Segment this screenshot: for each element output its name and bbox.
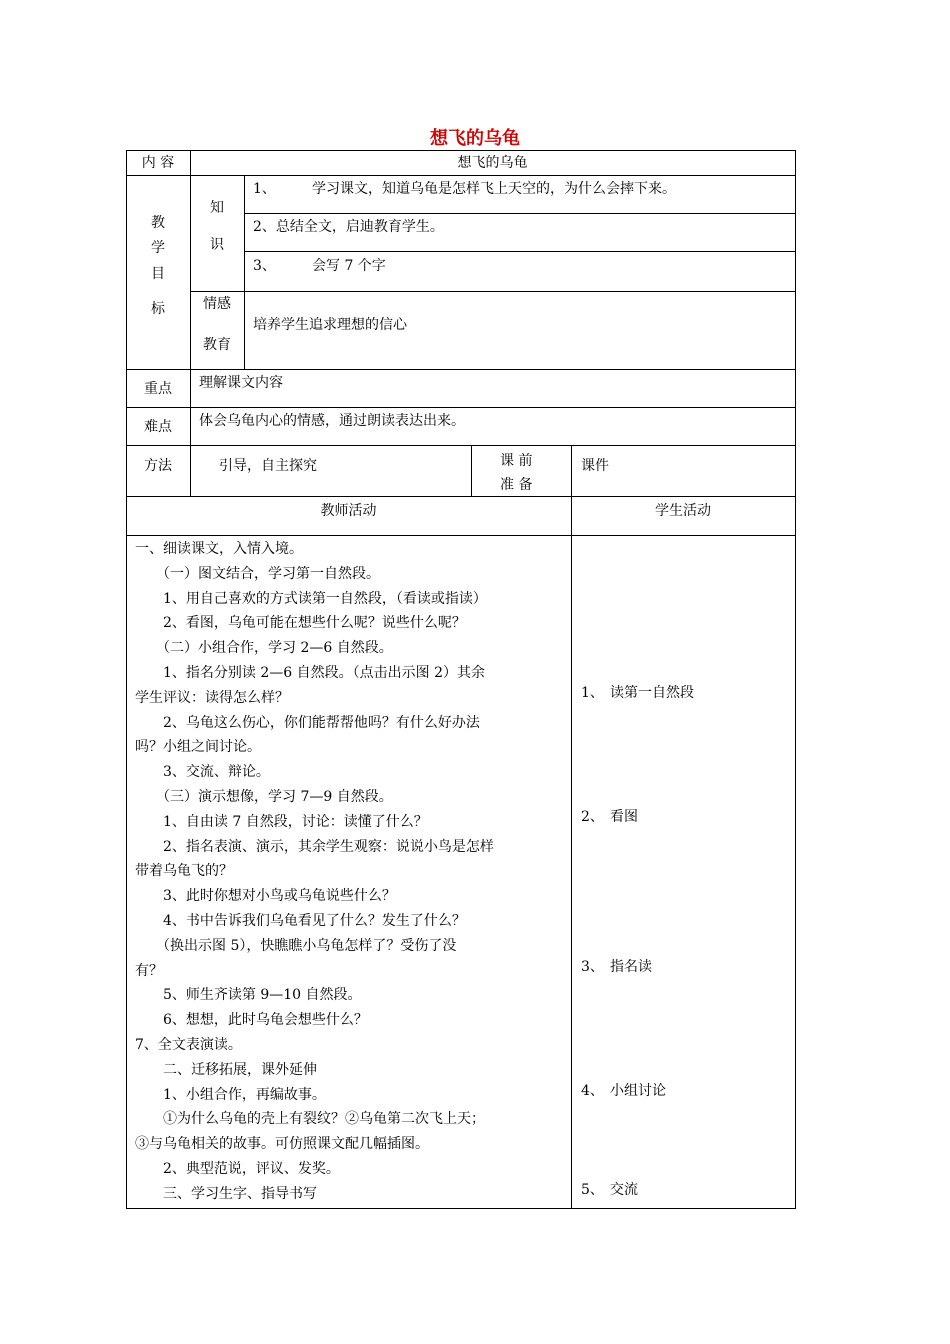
teacher-line: （二）小组合作，学习 2—6 自然段。 [135, 640, 393, 657]
teacher-line: 2、看图，乌龟可能在想些什么呢？说些什么呢？ [135, 615, 466, 632]
student-item-1-num: 1、 [581, 685, 604, 701]
difficulty-text: 体会乌龟内心的情感，通过朗读表达出来。 [199, 413, 465, 429]
teacher-line: （三）演示想像，学习 7—9 自然段。 [135, 789, 393, 805]
key-text: 理解课文内容 [199, 375, 283, 391]
knowledge-item-3-num: 3、 [253, 258, 276, 274]
teacher-line: 4、书中告诉我们乌龟看见了什么？发生了什么？ [135, 913, 466, 929]
content-value: 想飞的乌龟 [457, 155, 528, 171]
teacher-line: 3、此时你想对小鸟或乌龟说些什么？ [135, 888, 396, 905]
student-item-4-num: 4、 [581, 1083, 604, 1099]
teacher-line: 2、典型范说，评议、发奖。 [135, 1161, 340, 1177]
knowledge-item-1-text: 学习课文，知道乌龟是怎样飞上天空的，为什么会摔下来。 [312, 181, 676, 197]
teacher-line: （一）图文结合，学习第一自然段。 [135, 565, 380, 582]
teacher-line: 1、小组合作，再编故事。 [135, 1086, 326, 1103]
teacher-line: 2、乌龟这么伤心，你们能帮帮他吗？有什么好办法 [135, 714, 480, 731]
content-label: 内 容 [141, 155, 175, 171]
difficulty-label: 难点 [144, 419, 172, 435]
student-item-2-num: 2、 [581, 809, 604, 825]
teacher-line: 二、迁移拓展，课外延伸 [135, 1061, 317, 1078]
teacher-line: 吗？小组之间讨论。 [135, 739, 261, 756]
knowledge-item-3-text: 会写 7 个字 [312, 258, 386, 274]
student-item-2-text: 看图 [610, 809, 638, 825]
student-item-5-num: 5、 [581, 1182, 604, 1198]
knowledge-item-1-num: 1、 [253, 181, 276, 197]
teacher-line: 带着乌龟飞的？ [135, 863, 233, 880]
student-item-4-text: 小组讨论 [610, 1083, 666, 1099]
knowledge-item-2: 2、总结全文，启迪教育学生。 [253, 219, 444, 235]
teacher-line: 7、全文表演读。 [135, 1037, 242, 1053]
teacher-line: 5、师生齐读第 9—10 自然段。 [135, 987, 362, 1004]
student-header: 学生活动 [655, 503, 711, 519]
key-label: 重点 [144, 381, 172, 397]
method-label: 方法 [144, 458, 172, 474]
teacher-line: 3、交流、辩论。 [135, 764, 270, 781]
teacher-line: 1、用自己喜欢的方式读第一自然段，（看读或指读） [135, 590, 487, 607]
teacher-line: 有？ [135, 962, 163, 979]
teacher-line: 1、自由读 7 自然段，讨论：读懂了什么？ [135, 813, 428, 830]
teacher-line: 三、学习生字、指导书写 [135, 1185, 317, 1202]
method-text: 引导，自主探究 [219, 458, 317, 474]
teacher-line: ①为什么乌龟的壳上有裂纹？②乌龟第二次飞上天； [135, 1111, 485, 1128]
page-title: 想飞的乌龟 [430, 128, 520, 149]
teacher-line: ③与乌龟相关的故事。可仿照课文配几幅插图。 [135, 1136, 429, 1153]
teacher-line: 2、指名表演、演示，其余学生观察：说说小鸟是怎样 [135, 838, 494, 855]
teacher-line: 1、指名分别读 2—6 自然段。（点击出示图 2）其余 [135, 665, 485, 681]
teacher-header: 教师活动 [320, 503, 377, 519]
teacher-line: 学生评议：读得怎么样？ [135, 689, 289, 706]
student-item-1-text: 读第一自然段 [610, 685, 694, 701]
prep-text: 课件 [581, 458, 609, 474]
emotion-text: 培养学生追求理想的信心 [253, 317, 407, 333]
teacher-line: （换出示图 5），快瞧瞧小乌龟怎样了？受伤了没 [135, 937, 457, 954]
student-item-3-num: 3、 [581, 959, 604, 975]
teacher-line: 6、想想，此时乌龟会想些什么？ [135, 1012, 368, 1029]
teacher-line: 一、细读课文，入情入境。 [135, 541, 303, 557]
student-item-5-text: 交流 [610, 1182, 638, 1198]
student-item-3-text: 指名读 [610, 959, 652, 975]
